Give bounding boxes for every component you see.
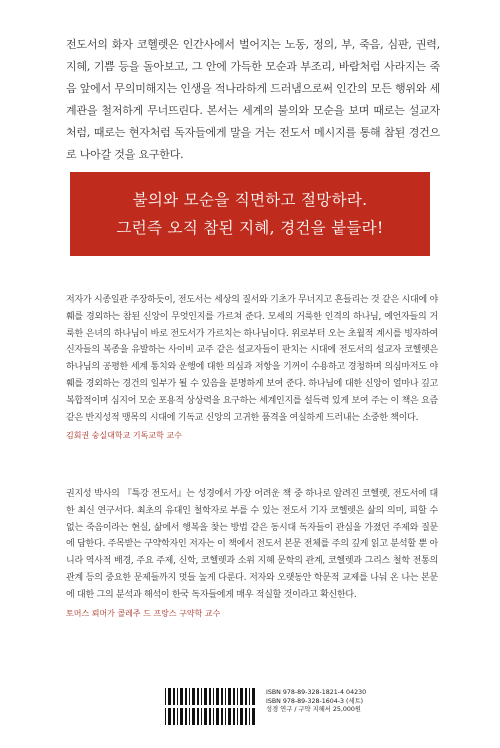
review-2-attribution: 토머스 뢰머가 콜레주 드 프랑스 구약학 교수: [66, 608, 221, 618]
barcode-2: [165, 708, 257, 725]
review-1: [66, 292, 438, 445]
quote-banner: [70, 172, 430, 256]
isbn-line-2: ISBN 978-89-328-1604-3 (세트): [266, 697, 364, 705]
isbn-block: [266, 689, 436, 715]
review-1-text: 저자가 시종일관 주장하듯이, 전도서는 세상의 질서와 기초가 무너지고 흔들리는 것 같은 시대에 야훼를 경외하는 참된 신앙이 무엇인지를 가르쳐 준다. 모세의 거룩한 인격의 하나님, 예언자들의 거룩한 은녀의 하나님이 바로 전도서가 가르치는 하나님이다. 위로부터 오는 초월적 계시를 빙자하여 신자들의 복종을 유발하는 사이비 교주 같은 설교자들이 판치는 시대에 전도서의 설교자 코헬렛은 하나님의 공평한 세계 통치와 운행에 대한 의심과 저항을 기꺼이 수용하고 경청하며 의심마저도 야훼를 경외하는 경건의 일부가 될 수 있음을 분명하게 보여 준다. 하나님에 대한 신앙이 얼마나 깊고 복합적이며 심지어 모순 포용적 상상력을 요구하는 세계인지를 설득력 있게 보여 주는 이 책은 요즘 같은 반지성적 맹목의 시대에 기독교 신앙의 고귀한 품격을 여실하게 드러내는 소중한 책이다.: [66, 295, 438, 423]
isbn-line-3: 성경 연구 / 구약 지혜서 25,000원: [266, 706, 361, 714]
banner-line-1: 불의와 모순을 직면하고 절망하라.: [132, 191, 368, 209]
banner-line-2: 그런즉 오직 참된 지혜, 경건을 붙들라!: [116, 219, 384, 237]
review-1-attribution: 김회권 숭실대학교 기독교학 교수: [66, 431, 182, 441]
barcode-1: [165, 688, 257, 705]
intro-paragraph: 전도서의 화자 코헬렛은 인간사에서 벌어지는 노동, 정의, 부, 죽음, 심판, 권력, 지혜, 기쁨 등을 돌아보고, 그 안에 가득한 모순과 부조리, 바람처럼 사라지는 죽음 앞에서 무의미해지는 인생을 적나라하게 드러냄으로써 인간의 모든 행위와 세계관을 철저하게 무너뜨린다. 본서는 세계의 불의와 모순을 보며 때로는 설교자처럼, 때로는 현자처럼 독자들에게 말을 거는 전도서 메시지를 통해 참된 경건으로 나아갈 것을 요구한다.: [66, 38, 440, 161]
review-2: [66, 486, 438, 622]
review-2-text: 권지성 박사의 『특강 전도서』는 성경에서 가장 어려운 책 중 하나로 알려진 코헬렛, 전도서에 대한 최신 연구서다. 최초의 유대인 철학자로 부를 수 있는 전도서 기자 코헬렛은 삶의 의미, 피할 수 없는 죽음이라는 현실, 삶에서 행복을 찾는 방법 같은 동시대 독자들이 관심을 가졌던 주제와 질문에 답한다. 주목받는 구약학자인 저자는 이 책에서 전도서 본문 전체를 주의 깊게 읽고 분석할 뿐 아니라 역사적 배경, 주요 주제, 신학, 코헬렛과 소위 지혜 문학의 관계, 코헬렛과 그리스 철학 전통의 관계 등의 중요한 문제들까지 멋들 높게 다룬다. 저자와 오랫동안 학문적 교제를 나눠 온 나는 본문에 대한 그의 분석과 해석이 한국 독자들에게 매우 적실할 것이라고 확신한다.: [66, 489, 438, 600]
isbn-line-1: ISBN 978-89-328-1821-4 04230: [266, 689, 367, 696]
